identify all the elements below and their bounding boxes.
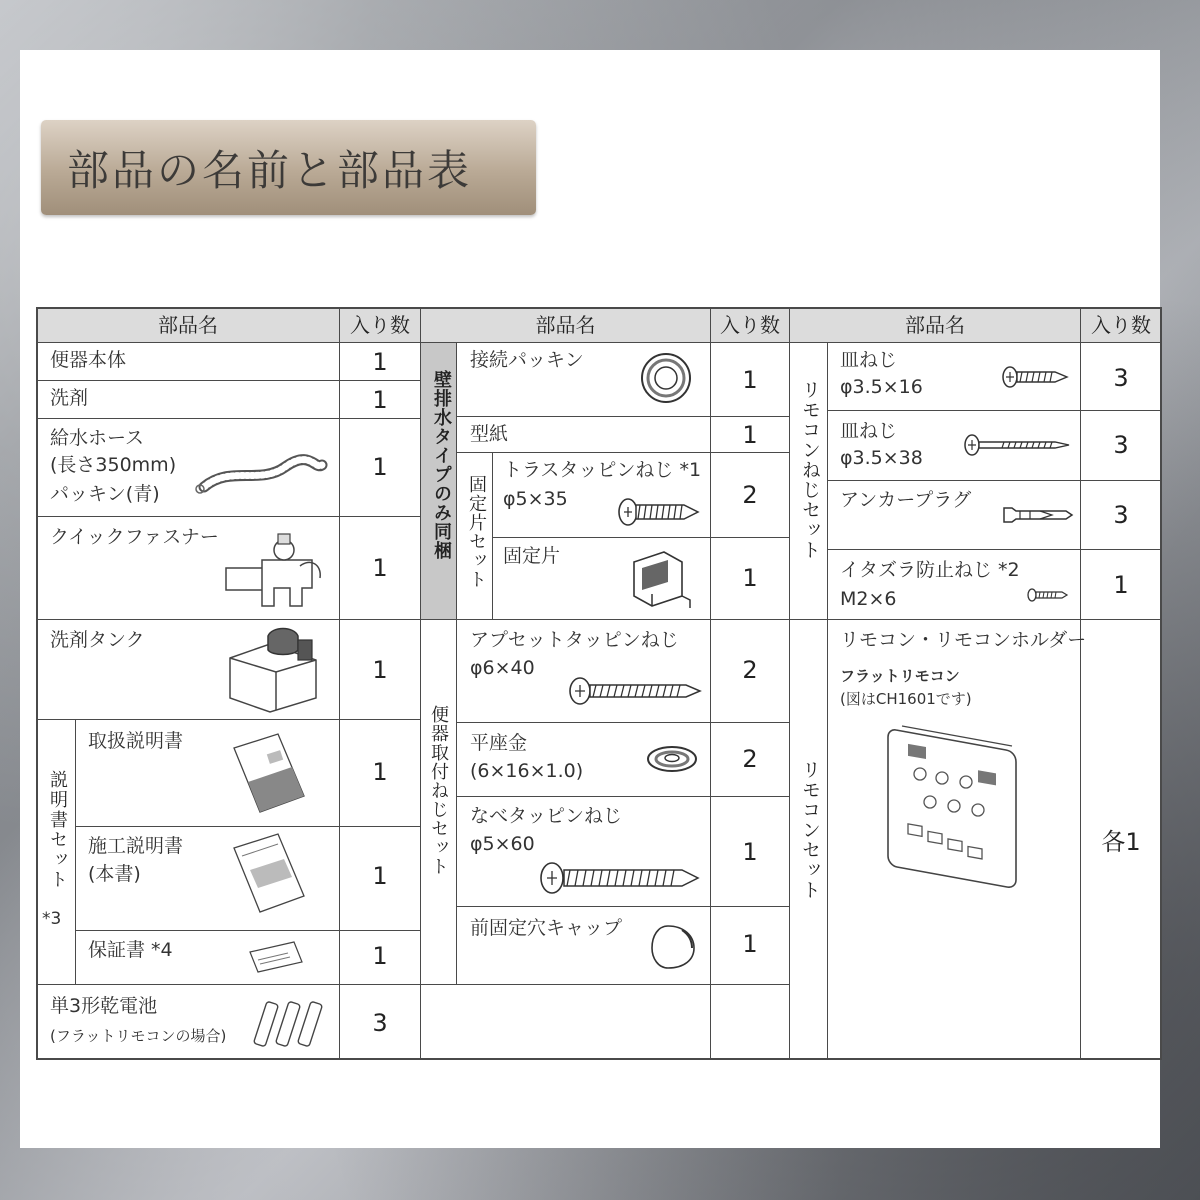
qty-dish-screw-16: 3 [1113, 364, 1129, 392]
qty-connection-packing: 1 [742, 366, 758, 394]
truss-screw-icon [616, 496, 702, 528]
c2-row-line [493, 537, 789, 538]
c1-row-line [76, 826, 420, 827]
fixing-piece-icon [628, 546, 694, 612]
part-truss-screw: トラスタッピンねじ *1 [503, 459, 702, 481]
c1-row-line [37, 984, 420, 985]
part-fixing-piece: 固定片 [503, 545, 561, 567]
anchor-plug-icon [1000, 500, 1074, 530]
header-part-name-3: 部品名 [905, 313, 965, 337]
divider-v4 [789, 307, 790, 1060]
border-bottom [36, 1058, 1162, 1060]
divider-v2 [420, 307, 421, 1060]
install-manual-icon [228, 830, 308, 920]
qty-remote: 各1 [1101, 828, 1141, 856]
wall-drain-label: 壁排水タイプのみ同梱 [431, 370, 452, 560]
fixing-set-label: 固定片セット [466, 475, 487, 589]
remote-set-label: リモコンセット [799, 760, 821, 900]
qty-tamper-screw: 1 [1113, 571, 1129, 599]
part-remote: リモコン・リモコンホルダー [840, 629, 1087, 651]
part-detergent: 洗剤 [50, 387, 89, 409]
page-title: 部品の名前と部品表 [67, 145, 473, 195]
part-upset-screw: アプセットタッピンねじ [470, 629, 679, 651]
qty-pan-screw: 1 [742, 838, 758, 866]
c3-group-divider [827, 343, 828, 1059]
c1-row-line [37, 380, 420, 381]
part-dish-screw-38-size: φ3.5×38 [840, 447, 923, 469]
c2-row-line [457, 906, 789, 907]
detergent-tank-icon [222, 622, 322, 714]
qty-front-cap: 1 [742, 930, 758, 958]
title-badge [41, 120, 536, 215]
c2-group-divider [456, 343, 457, 984]
c2-row-line [457, 416, 789, 417]
c3-row-line [790, 619, 1161, 620]
border-top [36, 307, 1162, 309]
packing-ring-icon [636, 350, 696, 406]
part-anchor-plug: アンカープラグ [840, 489, 972, 511]
border-left [36, 307, 38, 1060]
part-dish-screw-38: 皿ねじ [840, 420, 898, 442]
part-toilet-body: 便器本体 [50, 349, 127, 371]
c2-row-line [457, 722, 789, 723]
qty-toilet-body: 1 [372, 348, 388, 376]
manual-set-label: 説明書セット [47, 770, 68, 890]
part-battery: 単3形乾電池 [50, 995, 158, 1017]
upset-screw-icon [566, 676, 702, 706]
tamper-screw-icon [1026, 586, 1070, 604]
warranty-card-icon [246, 938, 306, 976]
part-supply-hose: 給水ホース [50, 427, 145, 449]
remote-screw-set-label: リモコンねじセット [799, 380, 821, 560]
header-part-name-2: 部品名 [535, 313, 596, 337]
manual-set-note: *3 [42, 909, 62, 929]
fixing-set-divider [492, 452, 493, 619]
part-install-manual-note: (本書) [88, 863, 141, 885]
manual-book-icon [228, 730, 308, 820]
part-pan-screw: なべタッピンねじ [470, 805, 623, 827]
qty-truss-screw: 2 [742, 481, 758, 509]
part-user-manual: 取扱説明書 [88, 730, 184, 752]
header-quantity-2: 入り数 [720, 313, 780, 337]
c3-row-line [828, 410, 1161, 411]
qty-quick-fastener: 1 [372, 554, 388, 582]
dish-screw-long-icon [962, 432, 1072, 458]
qty-user-manual: 1 [372, 758, 388, 786]
border-right [1160, 307, 1162, 1060]
battery-icon [250, 994, 330, 1052]
header-quantity-1: 入り数 [350, 313, 410, 337]
c2-row-line [457, 452, 789, 453]
qty-dish-screw-38: 3 [1113, 431, 1129, 459]
c3-row-line [828, 549, 1161, 550]
c2-row-line [421, 984, 789, 985]
remote-control-icon [886, 716, 1026, 888]
qty-detergent-tank: 1 [372, 656, 388, 684]
part-supply-hose-length: (長さ350mm) [50, 454, 177, 476]
header-quantity-3: 入り数 [1091, 313, 1151, 337]
washer-icon [644, 742, 700, 776]
qty-upset-screw: 2 [742, 656, 758, 684]
fastener-icon [222, 530, 330, 612]
qty-battery: 3 [372, 1009, 388, 1037]
part-battery-note: (フラットリモコンの場合) [50, 1027, 227, 1045]
qty-fixing-piece: 1 [742, 564, 758, 592]
part-packing-blue: パッキン(青) [50, 483, 160, 505]
part-warranty: 保証書 *4 [88, 939, 173, 961]
part-detergent-tank: 洗剤タンク [50, 629, 145, 651]
qty-anchor-plug: 3 [1113, 501, 1129, 529]
qty-flat-washer: 2 [742, 745, 758, 773]
c3-row-line [828, 480, 1161, 481]
c1-row-line [37, 516, 420, 517]
qty-warranty: 1 [372, 942, 388, 970]
qty-install-manual: 1 [372, 862, 388, 890]
part-pan-screw-size: φ5×60 [470, 833, 535, 855]
part-truss-screw-size: φ5×35 [503, 488, 568, 510]
part-install-manual: 施工説明書 [88, 835, 184, 857]
part-connection-packing: 接続パッキン [470, 349, 584, 371]
manual-group-divider [75, 719, 76, 984]
header-divider [36, 342, 1162, 343]
part-quick-fastener: クイックファスナー [50, 526, 219, 548]
c1-row-line [37, 418, 420, 419]
qty-supply-hose: 1 [372, 453, 388, 481]
pan-screw-icon [538, 860, 702, 896]
part-tamper-screw-size: M2×6 [840, 588, 897, 610]
part-tamper-screw: イタズラ防止ねじ *2 [840, 559, 1020, 581]
c2-row-line [457, 796, 789, 797]
part-remote-type: フラットリモコン [840, 667, 960, 685]
qty-template: 1 [742, 421, 758, 449]
c1-row-line [37, 619, 420, 620]
part-template: 型紙 [470, 423, 509, 445]
dish-screw-short-icon [1000, 364, 1070, 390]
part-upset-screw-size: φ6×40 [470, 657, 535, 679]
qty-detergent: 1 [372, 386, 388, 414]
c1-row-line [37, 719, 420, 720]
part-flat-washer: 平座金 [470, 732, 528, 754]
cap-icon [648, 920, 700, 972]
part-dish-screw-16: 皿ねじ [840, 349, 898, 371]
part-dish-screw-16-size: φ3.5×16 [840, 376, 923, 398]
header-part-name-1: 部品名 [158, 313, 218, 337]
c1-row-line [76, 930, 420, 931]
part-remote-note: (図はCH1601です) [840, 690, 972, 708]
toilet-screw-set-label: 便器取付ねじセット [428, 705, 449, 876]
part-flat-washer-size: (6×16×1.0) [470, 760, 584, 782]
divider-v5 [1080, 307, 1081, 1060]
c2-row-line [421, 619, 789, 620]
hose-icon [190, 445, 330, 505]
part-front-cap: 前固定穴キャップ [470, 917, 623, 939]
